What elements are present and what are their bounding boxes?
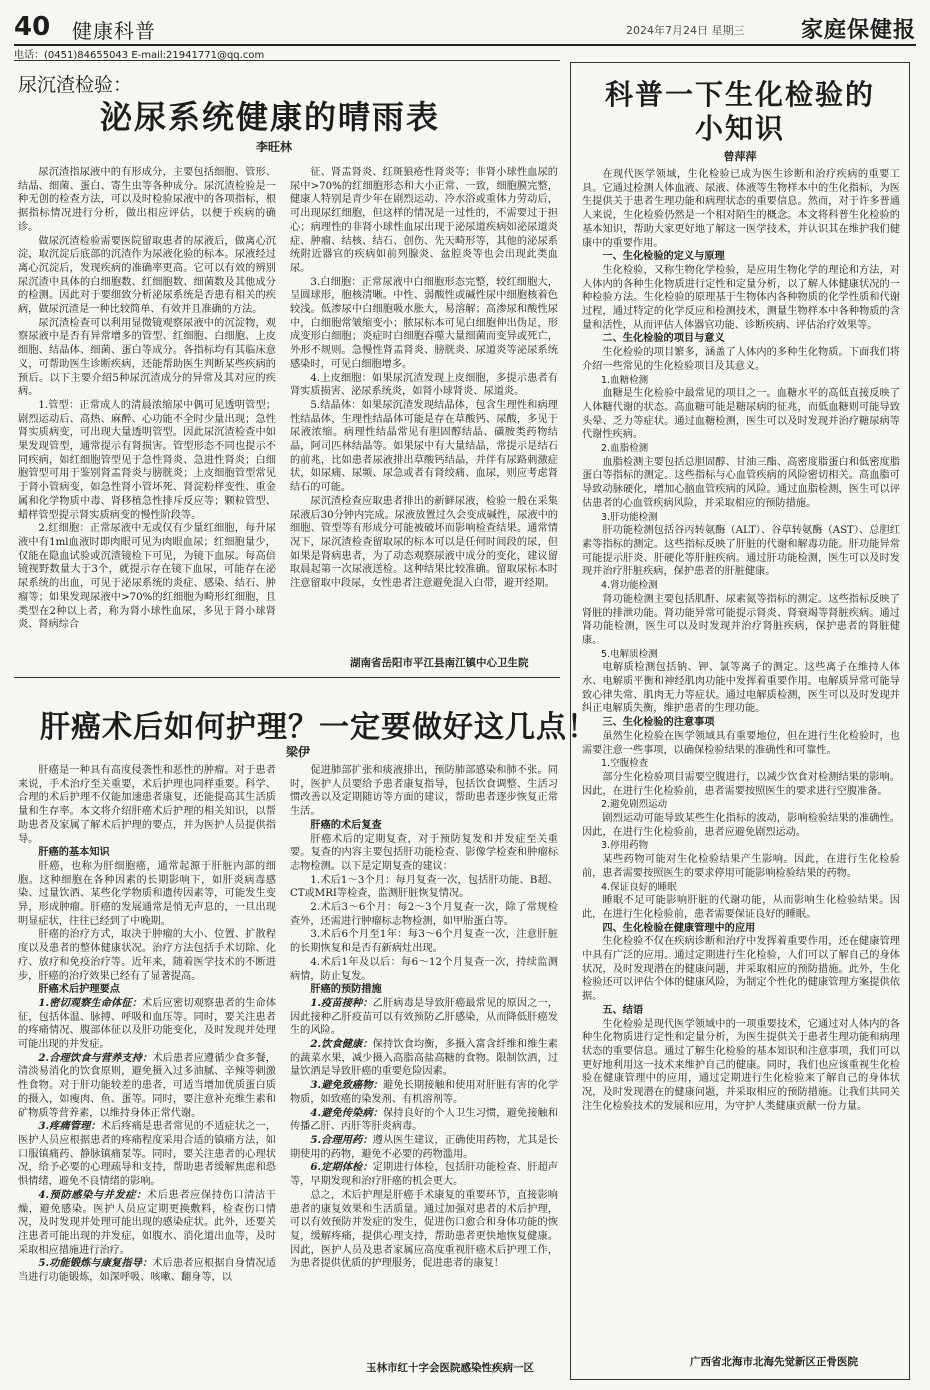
- paragraph: 肝癌术后的定期复查，对于预防复发和并发症至关重要。复查的内容主要包括肝功能检查、影像学检查和肿瘤标志物检测。以下是定期复查的建议：: [290, 833, 558, 872]
- paragraph: 血脂检测主要包括总胆固醇、甘油三酯、高密度脂蛋白和低密度脂蛋白等指标的测定。这些指标与心血管疾病的风险密切相关。高血脂可导致动脉硬化，增加心脑血管疾病的风险。通过血脂检测，医生可以评估患者的心血管疾病风险，并采取相应的预防措施。: [582, 456, 900, 509]
- article2-column-1: [18, 764, 276, 1382]
- article3-title-line1: 科普一下生化检验的: [604, 78, 875, 111]
- paragraph: 3.术后6个月至1年：每3～6个月复查一次，注意肝脏的长期恢复和是否有新病灶出现。: [290, 929, 558, 955]
- paragraph: 4.术后1年及以后：每6～12个月复查一次，持续监测病情，防止复发。: [290, 956, 558, 982]
- paragraph: [18, 1189, 276, 1258]
- paragraph: 某些药物可能对生化检验结果产生影响。因此，在进行生化检验前，患者需要按照医生的要求停用可能影响检验结果的药物。: [582, 854, 900, 879]
- section-heading: 3.停用药物: [601, 840, 649, 852]
- paragraph: 促进肺部扩张和痰液排出，预防肺部感染和肺不张。同时，医护人员要给予患者康复指导，包括饮食调整、生活习惯改善以及定期随访等方面的建议，帮助患者逐步恢复正常生活。: [290, 765, 558, 818]
- paragraph: 生化检验，又称生物化学检验，是应用生物化学的理论和方法，对人体内的各种生化物质进行定性和定量分析，以了解人体健康状况的一种检验方法。生化检验的原理基于生物体内各种物质的化学性质和代谢过程，通过特定的化学反应和检测技术，测量生物样本中各种物质的含量和活性，从而评估人体器官功能、诊断疾病、评估治疗效果等。: [582, 264, 900, 331]
- paragraph: 肝癌，也称为肝细胞癌，通常起源于肝脏内部的细胞。这种细胞在各种因素的长期影响下，如肝炎病毒感染、过量饮酒、某些化学物质和遗传因素等，可能发生变异，形成肿瘤。肝癌的发展通常是悄无声息的，一旦出现明显症状，往往已经到了中晚期。: [18, 860, 276, 927]
- paragraph-lead: 3.疼痛管理：: [38, 1120, 101, 1133]
- article3-unit: 广西省北海市北海先觉新区正骨医院: [690, 1356, 858, 1368]
- paragraph: [18, 997, 276, 1052]
- article1-unit: 湖南省岳阳市平江县南江镇中心卫生院: [350, 657, 529, 669]
- paragraph: 5.结晶体：如果尿沉渣发现结晶体，包含生理性和病理性结晶体，生理性结晶体可能是存在草酸钙、尿酸，多见于尿液浓缩。病理性结晶常见有胆固醇结晶、磺胺类药物结晶，阿司匹林结晶等。如果尿中有大量结晶，常提示是结石的前兆，比如患者尿液排出草酸钙结晶，并伴有尿路刺激症状，如尿痛、尿频、尿急或者有肾绞痛、血尿，则应考虑肾结石的可能。: [290, 399, 558, 494]
- paragraph-text: 术后患者应保持伤口清洁干燥，避免感染。医护人员应定期更换敷料，检查伤口情况，及时发现并处理可能出现的感染症状。此外，还要关注患者可能出现的并发症，如腹水、消化道出血等，及时采取相应措施进行治疗。: [18, 1189, 276, 1256]
- article2-unit: 玉林市红十字会医院感染性疾病一区: [366, 1362, 534, 1374]
- article2-title: 肝癌术后如何护理？一定要做好这几点！: [40, 710, 598, 745]
- contact-info: 电话：(0451)84655043 E-mail:21941771@qq.com: [14, 50, 265, 61]
- paragraph: [18, 1052, 276, 1121]
- paragraph: 肝功能检测包括谷丙转氨酶（ALT）、谷草转氨酶（AST）、总胆红素等指标的测定。这些指标反映了肝脏的代谢和解毒功能。肝功能异常可能提示肝炎、肝硬化等肝脏疾病。通过肝功能检测，医生可以及时发现并治疗肝脏疾病，保护患者的肝脏健康。: [582, 525, 900, 578]
- section-heading: 肝癌术后护理要点: [38, 984, 120, 996]
- section-heading: 2.避免剧烈运动: [601, 799, 668, 811]
- article3-column: [582, 168, 900, 1350]
- article1-author: 李旺林: [256, 140, 293, 154]
- paragraph: 4.上皮细胞：如果尿沉渣发现上皮细胞，多提示患者有肾实质损害、泌尿系统炎，如肾小球肾炎、尿道炎。: [290, 372, 558, 398]
- paragraph: 3.白细胞：正常尿液中白细胞形态完整，较红细胞大，呈圆球形，胞核清晰。中性、弱酸性或碱性尿中细胞核着色较浅。低渗尿中白细胞吸水胀大，易溶解；高渗尿和酸性尿中，白细胞常皱缩变小；脓尿标本可见白细胞伸出伪足，形成变形白细胞；炎症时白细胞吞噬大量细菌而变异或死亡，外形不规则。急慢性肾盂肾炎、膀胱炎、尿道炎等泌尿系统感染时，可见白细胞增多。: [290, 276, 558, 370]
- paragraph-text: 避免长期接触和使用对肝脏有害的化学物质，如致癌的染发剂、有机溶剂等。: [290, 1080, 558, 1105]
- paragraph-lead: 5.合理用药：: [310, 1133, 373, 1146]
- paragraph: [290, 1038, 558, 1079]
- newspaper-brand: 家庭保健报: [800, 17, 916, 43]
- paragraph-lead: 2.饮食健康：: [310, 1038, 373, 1051]
- paragraph: 1.术后1～3个月：每月复查一次，包括肝功能、B超、CT或MRI等检查，监测肝脏恢复情况。: [290, 874, 558, 900]
- article3-author: 曾萍萍: [723, 150, 757, 163]
- paragraph: [290, 1134, 558, 1161]
- section-heading: 5.电解质检测: [601, 648, 658, 660]
- paragraph-lead: 4.预防感染与并发症：: [38, 1188, 147, 1201]
- paragraph: 尿沉渣指尿液中的有形成分，主要包括细胞、管形、结晶、细菌、蛋白、寄生虫等各种成分。尿沉渣检验是一种无创的检查方法，可以及时检验尿液中的各项指标，根据指标情况进行分析，做出相应评估，以便于疾病的确诊。: [18, 167, 276, 233]
- paragraph-text: 术后疼痛是患者常见的不适症状之一，医护人员应根据患者的疼痛程度采用合适的镇痛方法，如口服镇痛药、静脉镇痛泵等。同时，要关注患者的心理状况，给予必要的心理疏导和支持，帮助患者缓解焦虑和恐惧情绪，避免不良情绪的影响。: [18, 1121, 276, 1188]
- section-heading: 1.血糖检测: [601, 374, 649, 386]
- section-heading: 3.肝功能检测: [601, 511, 658, 523]
- paragraph-lead: 3.避免致癌物：: [310, 1079, 383, 1092]
- article1-kicker: 尿沉渣检验：: [18, 74, 133, 96]
- article1-title: 泌尿系统健康的晴雨表: [100, 98, 441, 136]
- paragraph: 剧烈运动可能导致某些生化指标的波动，影响检验结果的准确性。因此，在进行生化检验前，患者应避免剧烈运动。: [582, 813, 900, 838]
- paragraph-text: 术后患者应遵循少食多餐，清淡易消化的饮食原则，避免摄入过多油腻、辛辣等刺激性食物。对于肝功能较差的患者，可适当增加优质蛋白质的摄入，如瘦肉、鱼、蛋等。同时，要注意补充维生素和矿物质等营养素，以维持身体正常代谢。: [18, 1052, 276, 1119]
- paragraph-lead: 4.避免传染病：: [310, 1106, 383, 1119]
- section-heading: 一、生化检验的定义与原理: [602, 251, 725, 263]
- paragraph: 尿沉渣检查应取患者排出的新鲜尿液，检验一般在采集尿液后30分钟内完成。尿液放置过久会变成碱性，尿液中的细胞、管型等有形成分可能被破坏而影响检查结果。通常情况下，尿沉渣检查留取尿的标本可以是任何时间段的尿，但如果是肾病患者，为了动态观察尿液中成分的变化，建议留取晨起第一次尿液送检。这种结果比较准确。留取尿标本时注意留取中段尿，女性患者注意避免混入白带，避开经期。: [290, 495, 558, 590]
- paragraph: 虽然生化检验在医学领域具有重要地位，但在进行生化检验时，也需要注意一些事项，以确保检验结果的准确性和可靠性。: [582, 730, 900, 756]
- article3-title-line2: 小知识: [694, 112, 785, 145]
- article2-column-2: [290, 764, 558, 1354]
- section-heading: 4.肾功能检测: [601, 580, 658, 592]
- paragraph: 生化检验是现代医学领域中的一项重要技术，它通过对人体内的各种生化物质进行定性和定量分析，为医生提供关于患者生理功能和病理状态的重要信息。通过了解生化检验的基本知识和注意事项，我们可以更好地利用这一技术来维护自己的健康。同时，我们也应该重视生化检验在健康管理中的应用，通过定期进行生化检验来了解自己的身体状况，及时发现潜在的健康问题，并采取相应的预防措施。让我们共同关注生化检验技术的发展和应用，为守护人类健康贡献一份力量。: [582, 1018, 900, 1112]
- paragraph-text: 术后应密切观察患者的生命体征，包括体温、脉搏、呼吸和血压等。同时，要关注患者的疼痛情况、腹部体征以及肝功能变化，及时发现并处理可能出现的并发症。: [18, 997, 276, 1051]
- paragraph-text: 遵从医生建议，正确使用药物，尤其是长期使用的药物，避免不必要的药物滥用。: [290, 1134, 558, 1160]
- divider: [14, 60, 560, 61]
- paragraph-lead: 6.定期体检：: [310, 1161, 373, 1174]
- section-name: 健康科普: [72, 19, 156, 43]
- paragraph: 肝癌的治疗方式，取决于肿瘤的大小、位置、扩散程度以及患者的整体健康状况。治疗方法包括手术切除、化疗、放疗和免疫治疗等。近年来，随着医学技术的不断进步，肝癌的治疗效果已经有了显著提高。: [18, 929, 276, 982]
- paragraph: 尿沉渣检查可以利用显微镜观察尿液中的沉淀物，观察尿液中是否有异常增多的管型、红细胞、白细胞、上皮细胞、结晶体、细菌、蛋白等成分。各指标均有其临床意义，可帮助医生诊断疾病，还能帮助医生判断某些疾病的预后。以下主要介绍5种尿沉渣成分的异常及其对应的疾病。: [18, 317, 276, 398]
- page-number: 40: [14, 12, 51, 42]
- paragraph-text: 保持良好的个人卫生习惯，避免接触和传播乙肝、丙肝等肝炎病毒。: [290, 1107, 558, 1133]
- paragraph-text: 保持饮食均衡，多摄入富含纤维和维生素的蔬菜水果，减少摄入高脂高盐高糖的食物。限制饮酒，过量饮酒是导致肝癌的重要危险因素。: [290, 1039, 558, 1078]
- paragraph: 电解质检测包括钠、钾、氯等离子的测定。这些离子在维持人体水、电解质平衡和神经肌肉功能中发挥着重要作用。电解质异常可能导致心律失常、肌肉无力等症状。通过电解质检测，医生可以及时发现并纠正电解质失衡，维护患者的生理功能。: [582, 662, 900, 715]
- paragraph: 肾功能检测主要包括肌酐、尿素氮等指标的测定。这些指标反映了肾脏的排泄功能。肾功能异常可能提示肾炎、肾衰竭等肾脏疾病。通过肾功能检测，医生可以及时发现并治疗肾脏疾病，保护患者的肾脏健康。: [582, 593, 900, 646]
- section-heading: 4.保证良好的睡眠: [601, 881, 677, 893]
- section-heading: 肝癌的术后复查: [310, 819, 382, 831]
- article2-author: 梁伊: [286, 745, 311, 759]
- section-heading: 2.血脂检测: [601, 443, 649, 455]
- paragraph: [18, 1257, 276, 1284]
- paragraph: 1.管型：正常成人的清晨浓缩尿中偶可见透明管型；剧烈运动后、高热、麻醉、心功能不全时少量出现；急性肾实质病变，可出现大量透明管型。因此尿沉渣检查中如果发现管型，通常提示有肾损害。管型形态不同也提示不同疾病，如红细胞管型见于急性肾炎、急进性肾炎；白细胞管型可用于鉴别肾盂肾炎与膀胱炎；上皮细胞管型常见于肾小管病变，如急性肾小管坏死、肾淀粉样变性、重金属和化学物质中毒、肾移植急性排斥反应等；颗粒管型、蜡样管型提示肾实质病变的慢性阶段等。: [18, 399, 276, 521]
- paragraph-lead: 2.合理饮食与营养支持：: [38, 1051, 153, 1064]
- paragraph: 2.红细胞：正常尿液中无或仅有少量红细胞，每升尿液中有1ml血液时即肉眼可见为肉眼血尿；红细胞量少，仅能在隐血试验或沉渣镜检下可见，为镜下血尿。每高倍镜视野数量大于3个，就提示存在镜下血尿，可能存在泌尿系统的出血，可见于泌尿系统的炎症、感染、结石、肿瘤等；如果发现尿液中>70%的红细胞为畸形红细胞，且类型在2种以上者，称为肾小球性血尿，多见于肾小球肾炎、肾病综合: [18, 523, 276, 631]
- paragraph: 征、肾盂肾炎、红斑狼疮性肾炎等；非肾小球性血尿的尿中>70%的红细胞形态和大小正常、一致，细胞膜完整，健康人特别是青少年在剧烈运动、冷水浴或重体力劳动后，可出现尿红细胞，但这样的情况是一过性的，不需要过于担心；病理性的非肾小球性血尿出现于泌尿道疾病如泌尿道炎症、肿瘤、结核、结石、创伤、先天畸形等，其他的泌尿系统附近器官的疾病如前列腺炎、盆腔炎等也会出现此类血尿。: [290, 167, 558, 274]
- paragraph: [290, 1107, 558, 1134]
- section-heading: 肝癌的预防措施: [310, 984, 382, 996]
- page-header: [14, 8, 916, 46]
- section-heading: 肝癌的基本知识: [38, 847, 110, 859]
- paragraph: 血糖是生化检验中最常见的项目之一。血糖水平的高低直接反映了人体糖代谢的状态。高血糖可能是糖尿病的征兆，而低血糖则可能导致头晕、乏力等症状。通过血糖检测，医生可以及时发现并治疗糖尿病等代谢性疾病。: [582, 388, 900, 441]
- section-heading: 四、生化检验在健康管理中的应用: [602, 922, 756, 934]
- issue-date: 2024年7月24日 星期三: [626, 24, 745, 37]
- article-separator: [14, 677, 560, 678]
- paragraph: 2.术后3～6个月：每2～3个月复查一次，除了常规检查外，还需进行肿瘤标志物检测，如甲胎蛋白等。: [290, 902, 558, 927]
- paragraph-text: 乙肝病毒是导致肝癌最常见的原因之一，因此接种乙肝疫苗可以有效预防乙肝感染，从而降低肝癌发生的风险。: [290, 997, 558, 1037]
- paragraph: [290, 997, 558, 1038]
- paragraph-lead: 5.功能锻炼与康复指导：: [38, 1257, 153, 1270]
- paragraph: 做尿沉渣检验需要医院留取患者的尿液后，做离心沉淀，取沉淀后底部的沉渣作为尿液化验的标本。尿液经过离心沉淀后，发现疾病的准确率更高。它可以有效的辨别尿沉渣中具体的白细胞数、红细胞数、细菌数及其他成分的检测。因此对于要细致分析泌尿系统是否患有相关的疾病，做尿沉渣是一种比较简单、有效并且准确的方法。: [18, 235, 276, 316]
- paragraph: 肝癌是一种具有高度侵袭性和恶性的肿瘤。对于患者来说，手术治疗至关重要，术后护理也同样重要。科学、合理的术后护理不仅能加速患者康复，还能提高其生活质量和生存率。本文将介绍肝癌术后护理的相关知识，以帮助患者及家属了解术后护理的要点，并为医护人员提供指导。: [18, 765, 276, 845]
- section-heading: 三、生化检验的注意事项: [602, 717, 715, 729]
- section-heading: 1.空腹检查: [601, 758, 649, 770]
- paragraph: [290, 1161, 558, 1188]
- paragraph-text: 定期进行体检，包括肝功能检查、肝超声等，早期发现和治疗肝癌的机会更大。: [290, 1162, 558, 1188]
- paragraph: [18, 1120, 276, 1189]
- paragraph: 生化检验不仅在疾病诊断和治疗中发挥着重要作用，还在健康管理中具有广泛的应用。通过定期进行生化检验，人们可以了解自己的身体状况，及时发现潜在的健康问题，并采取相应的预防措施。此外，生化检验还可以评估个体的健康风险，为制定个性化的健康管理方案提供依据。: [582, 936, 900, 1003]
- article1-column-2: [290, 166, 558, 646]
- paragraph-lead: 1.疫苗接种：: [310, 996, 373, 1009]
- article3-title: [580, 78, 900, 146]
- paragraph: 生化检验的项目繁多，涵盖了人体内的多种生化物质。下面我们将介绍一些常见的生化检验项目及其意义。: [582, 347, 900, 372]
- paragraph: 在现代医学领域，生化检验已成为医生诊断和治疗疾病的重要工具。它通过检测人体血液、尿液、体液等生物样本中的生化指标，为医生提供关于患者生理功能和病理状态的重要信息。然而，对于许多普通人来说，生化检验仍然是一个相对陌生的概念。本文将科普生化检验的基本知识，帮助大家更好地了解这一医学技术，并认识其在维护我们健康中的重要作用。: [582, 169, 900, 249]
- section-heading: 二、生化检验的项目与意义: [602, 333, 725, 345]
- paragraph-text: 术后患者应根据自身情况适当进行功能锻炼，如深呼吸、咳嗽、翻身等，以: [18, 1258, 276, 1284]
- paragraph: 总之，术后护理是肝癌手术康复的重要环节，直接影响患者的康复效果和生活质量。通过加强对患者的术后护理，可以有效预防并发症的发生，促进伤口愈合和身体功能的恢复，缓解疼痛，提供心理支持，帮助患者更快地恢复健康。因此，医护人员及患者家属应高度重视肝癌术后护理工作，为患者提供优质的护理服务，促进患者的康复！: [290, 1189, 558, 1270]
- paragraph: 部分生化检验项目需要空腹进行，以减少饮食对检测结果的影响。因此，在进行生化检验前，患者需要按照医生的要求进行空腹准备。: [582, 771, 900, 797]
- paragraph: 睡眠不足可能影响肝脏的代谢功能，从而影响生化检验结果。因此，在进行生化检验前，患者需要保证良好的睡眠。: [582, 895, 900, 920]
- section-heading: 五、结语: [602, 1004, 644, 1016]
- paragraph-lead: 1.密切观察生命体征：: [38, 996, 143, 1009]
- article1-column-1: [18, 166, 276, 672]
- paragraph: [290, 1079, 558, 1106]
